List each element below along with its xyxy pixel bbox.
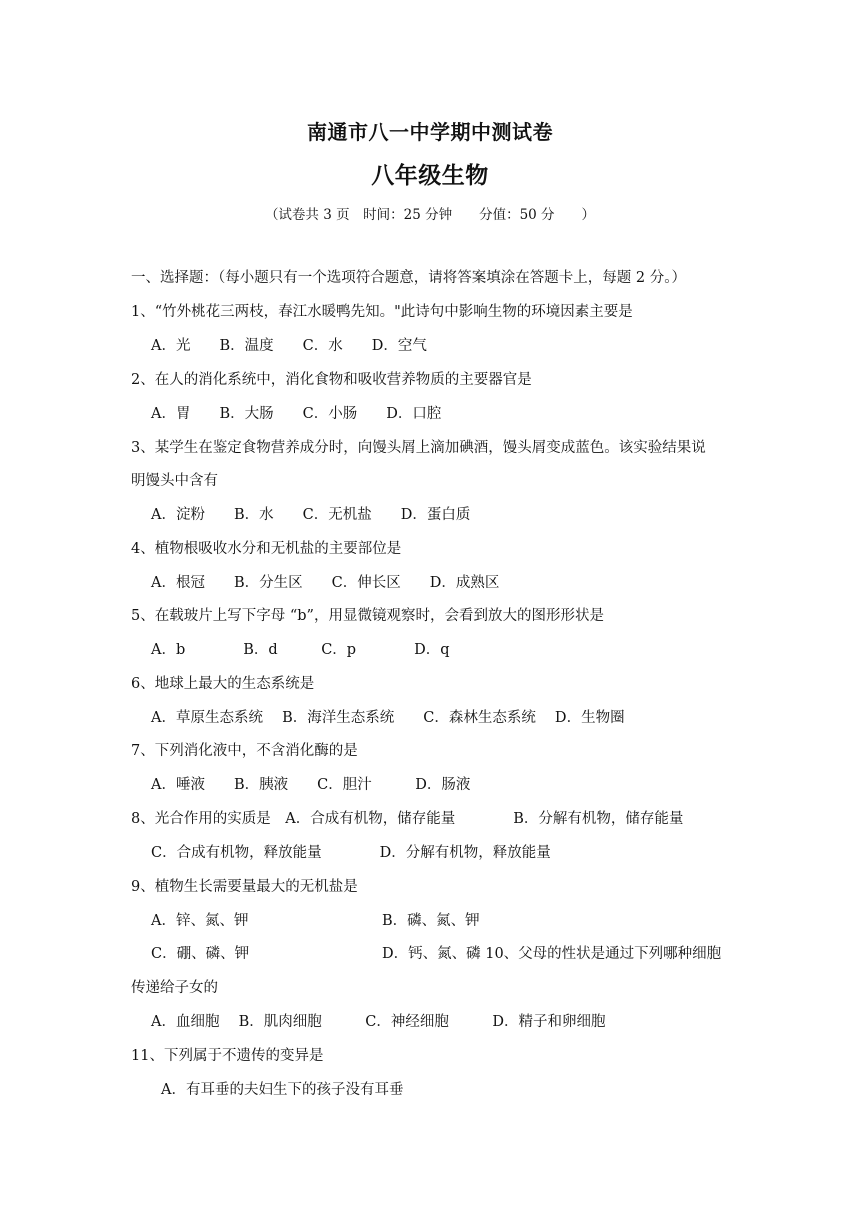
question-6: 6、地球上最大的生态系统是 [131,676,315,692]
question-9: 9、植物生长需要量最大的无机盐是 [131,879,358,895]
options-5: A．b B．d C．p D．q [151,642,450,658]
subject-title: 八年级生物 [371,162,489,189]
options-1: A．光 B．温度 C．水 D．空气 [151,338,427,354]
option-9c: C．硼、磷、钾 [151,946,250,962]
question-1: 1、“竹外桃花三两枝，春江水暖鸭先知。"此诗句中影响生物的环境因素主要是 [131,304,633,320]
question-5: 5、在载玻片上写下字母 “b”，用显微镜观察时，会看到放大的图形形状是 [131,608,604,624]
school-title: 南通市八一中学期中测试卷 [307,120,553,144]
option-9a: A．锌、氮、钾 [151,913,249,929]
option-9d-question-10: D．钙、氮、磷 10、父母的性状是通过下列哪种细胞 [382,946,722,962]
options-4: A．根冠 B．分生区 C．伸长区 D．成熟区 [151,575,500,591]
question-11: 11、下列属于不遗传的变异是 [131,1048,324,1064]
question-7: 7、下列消化液中，不含消化酶的是 [131,743,358,759]
question-3-cont: 明馒头中含有 [131,473,218,489]
question-10-cont: 传递给子女的 [131,980,218,996]
options-6: A．草原生态系统 B．海洋生态系统 C．森林生态系统 D．生物圈 [151,710,625,726]
options-8: C．合成有机物，释放能量 D．分解有机物，释放能量 [151,845,551,861]
options-7: A．唾液 B．胰液 C．胆汁 D．肠液 [151,777,471,793]
exam-info: （试卷共 3 页 时间：25 分钟 分值：50 分 ） [264,207,596,223]
option-9b: B．磷、氮、钾 [382,913,480,929]
question-8: 8、光合作用的实质是 A．合成有机物，储存能量 B．分解有机物，储存能量 [131,811,684,827]
question-4: 4、植物根吸收水分和无机盐的主要部位是 [131,541,402,557]
options-2: A．胃 B．大肠 C．小肠 D．口腔 [151,406,442,422]
section-heading: 一、选择题：（每小题只有一个选项符合题意，请将答案填涂在答题卡上，每题 2 分。） [131,270,686,286]
options-3: A．淀粉 B．水 C．无机盐 D．蛋白质 [151,507,471,523]
option-11a: A．有耳垂的夫妇生下的孩子没有耳垂 [161,1082,404,1098]
options-10: A．血细胞 B．肌肉细胞 C．神经细胞 D．精子和卵细胞 [151,1014,606,1030]
question-3: 3、某学生在鉴定食物营养成分时，向馒头屑上滴加碘酒，馒头屑变成蓝色。该实验结果说 [131,440,706,456]
question-2: 2、在人的消化系统中，消化食物和吸收营养物质的主要器官是 [131,372,532,388]
